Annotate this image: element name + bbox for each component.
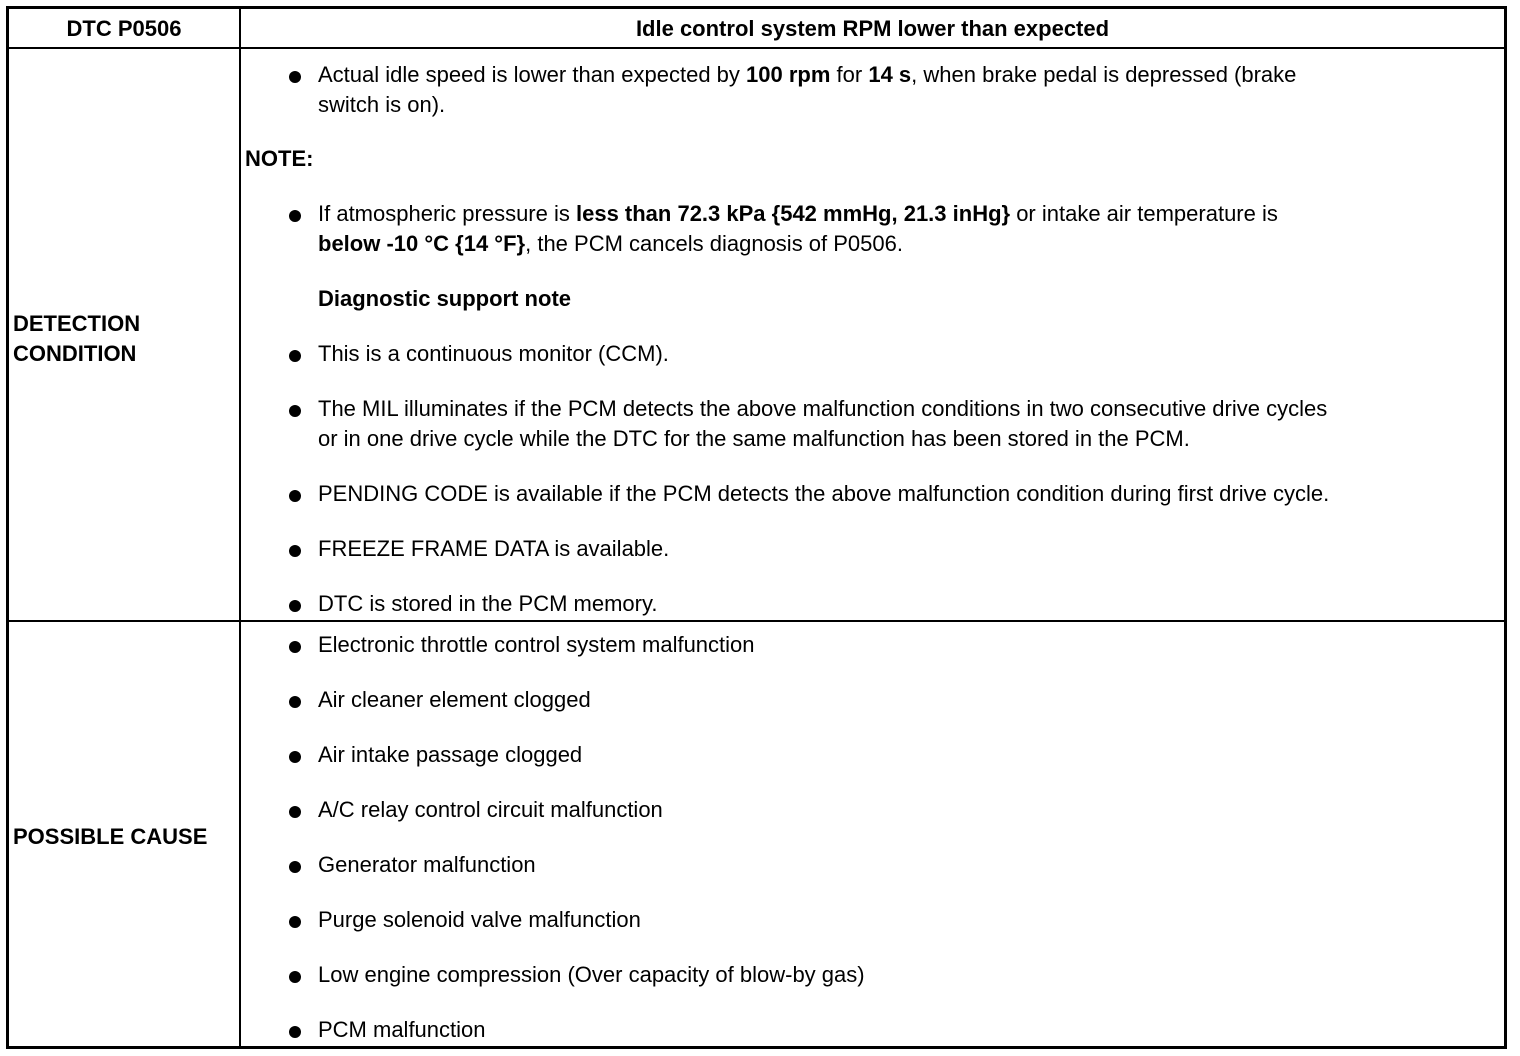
- detection-bullet-1-line-1: Actual idle speed is lower than expected by 100 rpm for 14 s, when brake pedal is depressed (brake: [318, 62, 1297, 87]
- possible-cause-label: POSSIBLE CAUSE: [13, 824, 208, 849]
- bullet-icon: [289, 641, 301, 653]
- bullet-icon: [289, 210, 301, 222]
- detection-label-line2: CONDITION: [13, 341, 137, 366]
- bullet-icon: [289, 861, 301, 873]
- support-note-heading: Diagnostic support note: [318, 286, 571, 311]
- detection-bullet-2-line-2: below -10 °C {14 °F}, the PCM cancels diagnosis of P0506.: [318, 231, 903, 256]
- detection-bullet-2-line-1: If atmospheric pressure is less than 72.3 kPa {542 mmHg, 21.3 inHg} or intake air temperature is: [318, 201, 1278, 226]
- bullet-icon: [289, 405, 301, 417]
- cause-item: Generator malfunction: [318, 852, 536, 877]
- bullet-icon: [289, 545, 301, 557]
- cause-item: A/C relay control circuit malfunction: [318, 797, 663, 822]
- header-divider: [9, 47, 1504, 49]
- bullet-icon: [289, 600, 301, 612]
- note-label: NOTE:: [245, 146, 314, 171]
- cause-item: PCM malfunction: [318, 1017, 486, 1042]
- bullet-icon: [289, 1026, 301, 1038]
- detection-bullet-5: PENDING CODE is available if the PCM detects the above malfunction condition during first drive cycle.: [318, 481, 1330, 506]
- dtc-code-header: DTC P0506: [66, 16, 182, 41]
- bullet-icon: [289, 971, 301, 983]
- bullet-icon: [289, 916, 301, 928]
- row-divider: [9, 620, 1504, 622]
- detection-bullet-4-line-1: The MIL illuminates if the PCM detects the above malfunction conditions in two consecutive drive cycles: [318, 396, 1328, 421]
- cause-item: Low engine compression (Over capacity of blow-by gas): [318, 962, 865, 987]
- bullet-icon: [289, 696, 301, 708]
- cause-item: Purge solenoid valve malfunction: [318, 907, 641, 932]
- detection-bullet-1-line-2: switch is on).: [318, 92, 446, 117]
- bullet-icon: [289, 751, 301, 763]
- detection-condition-label: [13, 309, 140, 369]
- column-divider: [239, 9, 241, 1046]
- dtc-title-header: Idle control system RPM lower than expected: [635, 16, 1110, 41]
- dtc-table: [6, 6, 1507, 1049]
- bullet-icon: [289, 350, 301, 362]
- detection-bullet-3: This is a continuous monitor (CCM).: [318, 341, 669, 366]
- cause-item: Air intake passage clogged: [318, 742, 583, 767]
- detection-label-line1: DETECTION: [13, 311, 141, 336]
- detection-bullet-4-line-2: or in one drive cycle while the DTC for the same malfunction has been stored in the PCM.: [318, 426, 1190, 451]
- bullet-icon: [289, 490, 301, 502]
- detection-bullet-7: DTC is stored in the PCM memory.: [318, 591, 658, 616]
- bullet-icon: [289, 71, 301, 83]
- detection-bullet-6: FREEZE FRAME DATA is available.: [318, 536, 670, 561]
- cause-item: Air cleaner element clogged: [318, 687, 591, 712]
- bullet-icon: [289, 806, 301, 818]
- cause-item: Electronic throttle control system malfunction: [318, 632, 755, 657]
